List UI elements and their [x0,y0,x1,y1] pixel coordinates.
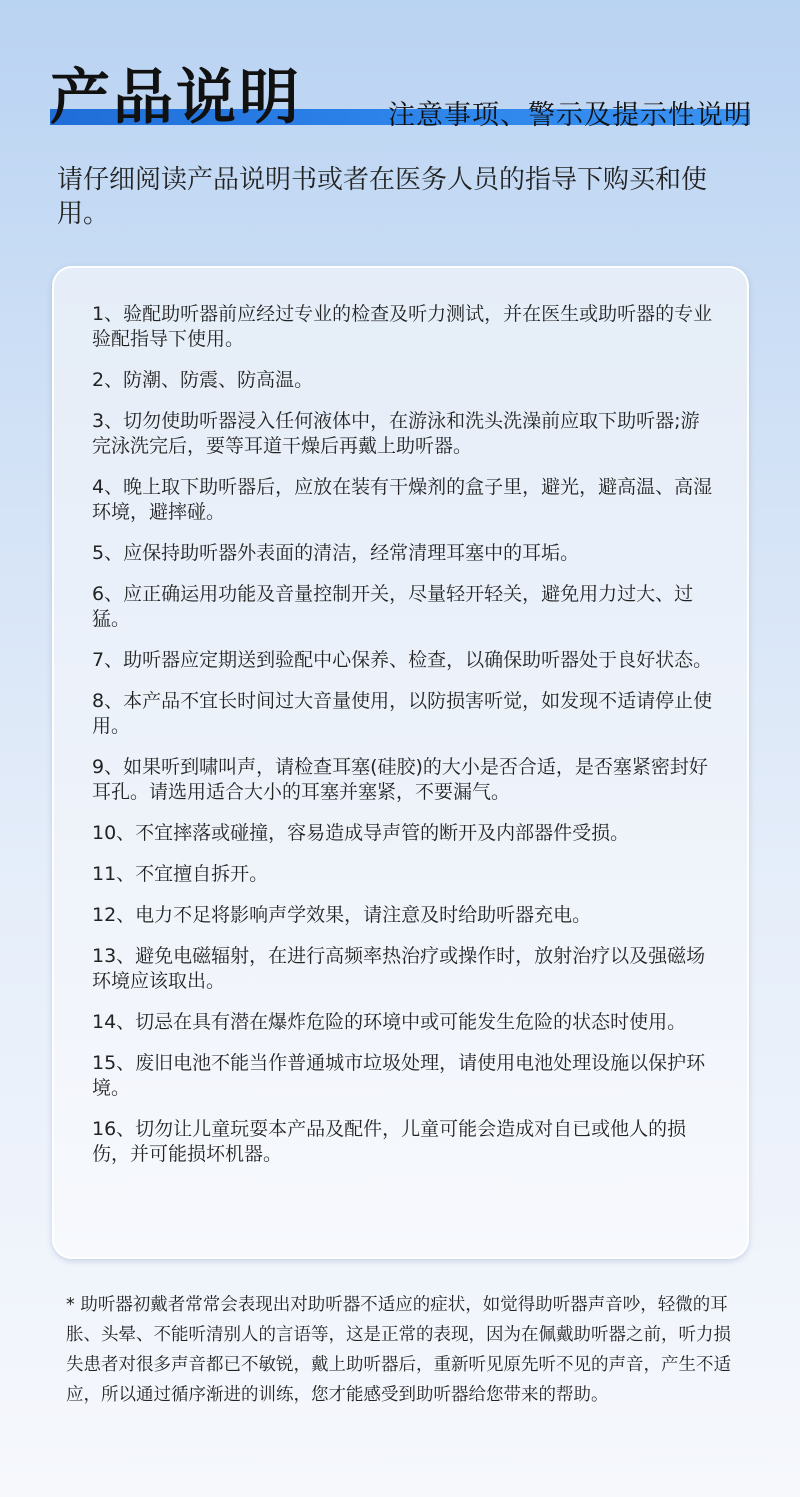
notice-item: 5、应保持助听器外表面的清洁，经常清理耳塞中的耳垢。 [92,542,580,564]
notice-item: 13、避免电磁辐射，在进行高频率热治疗或操作时，放射治疗以及强磁场环境应该取出。 [92,945,706,992]
notice-item: 16、切勿让儿童玩耍本产品及配件，儿童可能会造成对自已或他人的损伤，并可能损坏机器。 [92,1118,687,1165]
notice-item: 2、防潮、防震、防高温。 [92,369,314,391]
notice-item: 15、废旧电池不能当作普通城市垃圾处理，请使用电池处理设施以保护环境。 [92,1052,706,1099]
notice-item: 3、切勿使助听器浸入任何液体中，在游泳和洗头洗澡前应取下助听器;游完泳洗完后，要等耳道干燥后再戴上助听器。 [92,410,700,457]
notice-item: 11、不宜擅自拆开。 [92,863,269,885]
notice-item: 1、验配助听器前应经过专业的检查及听力测试，并在医生或助听器的专业验配指导下使用。 [92,303,713,350]
notice-item: 10、不宜摔落或碰撞，容易造成导声管的断开及内部器件受损。 [92,822,630,844]
notice-item: 14、切忌在具有潜在爆炸危险的环境中或可能发生危险的状态时使用。 [92,1011,687,1033]
footnote-text: * 助听器初戴者常常会表现出对助听器不适应的症状，如觉得助听器声音吵，轻微的耳胀、头晕、不能听清别人的言语等，这是正常的表现，因为在佩戴助听器之前，听力损失患者对很多声音都已不敏锐，戴上助听器后，重新听见原先听不见的声音，产生不适应，所以通过循序渐进的训练，您才能感受到助听器给您带来的帮助。 [66,1295,731,1405]
notices-card [52,266,749,1259]
notice-list [92,302,717,1183]
notice-item: 8、本产品不宜长时间过大音量使用，以防损害听觉，如发现不适请停止使用。 [92,690,713,737]
notice-item: 12、电力不足将影响声学效果，请注意及时给助听器充电。 [92,904,592,926]
page-header [0,0,800,150]
page-subtitle: 注意事项、警示及提示性说明 [388,100,752,131]
notice-item: 9、如果听到啸叫声，请检查耳塞(硅胶)的大小是否合适，是否塞紧密封好耳孔。请选用适合大小的耳塞并塞紧，不要漏气。 [92,756,708,803]
notice-item: 6、应正确运用功能及音量控制开关，尽量轻开轻关，避免用力过大、过猛。 [92,583,694,630]
notice-item: 4、晚上取下助听器后，应放在装有干燥剂的盒子里，避光，避高温、高湿环境，避摔碰。 [92,476,713,523]
page-title: 产品说明 [50,63,302,133]
intro-text: 请仔细阅读产品说明书或者在医务人员的指导下购买和使用。 [57,165,708,229]
notice-item: 7、助听器应定期送到验配中心保养、检查，以确保助听器处于良好状态。 [92,649,713,671]
